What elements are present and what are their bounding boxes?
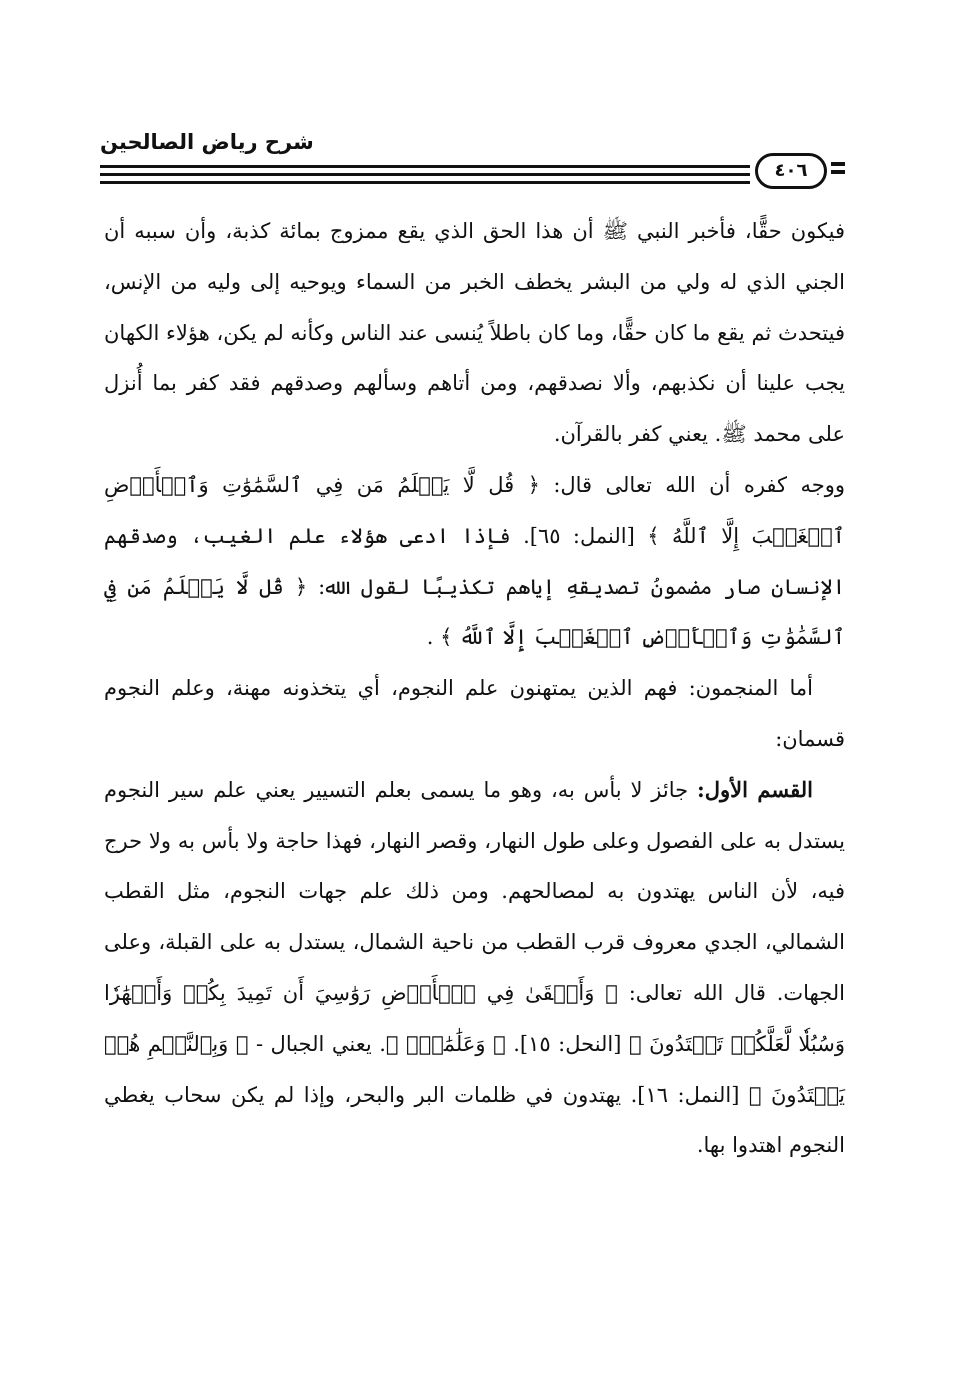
header-rule bbox=[100, 181, 750, 184]
header-rule bbox=[100, 173, 750, 176]
paragraph-lead: القسم الأول: bbox=[696, 776, 813, 802]
body-text bbox=[104, 206, 845, 1171]
paragraph-text: ووجه كفره أن الله تعالى قال: ﴿ قُل لَّا يَعۡلَمُ مَن فِي ٱلسَّمَٰوَٰتِ وَٱلۡأَرۡضِ ٱلۡغَيۡبَ إِلَّا ٱللَّهُ ﴾ [النمل: ٦٥]. فإذا ادعى هؤلاء علم الغيب، وصدقهم الإنسان صار مضمونُ تصديقهِ إياهم تكذيبًا لقول الله: ﴿ قُل لَّا يَعۡلَمُ مَن فِي ٱلسَّمَٰوَٰتِ وَٱلۡأَرۡضِ ٱلۡغَيۡبَ إِلَّا ٱللَّهُ ﴾ . bbox=[104, 472, 845, 650]
page-header bbox=[100, 120, 845, 200]
page-number: ٤٠٦ bbox=[755, 153, 827, 189]
header-ornament bbox=[831, 160, 845, 176]
paragraph bbox=[104, 765, 845, 1171]
paragraph bbox=[104, 663, 845, 765]
paragraph-text: فيكون حقًّا، فأخبر النبي ﷺ أن هذا الحق الذي يقع ممزوج بمائة كذبة، وأن سببه أن الجني الذي له ولي من البشر يخطف الخبر من السماء ويوحيه إلى وليه من الإنس، فيتحدث ثم يقع ما كان حقًّا، وما كان باطلاً يُنسى عند الناس وكأنه لم يكن، هؤلاء الكهان يجب علينا أن نكذبهم، وألا نصدقهم، ومن أتاهم وسألهم وصدقهم فقد كفر بما أُنزل على محمد ﷺ. يعني كفر بالقرآن. bbox=[104, 219, 845, 447]
paragraph-text: أما المنجمون: فهم الذين يمتهنون علم النجوم، أي يتخذونه مهنة، وعلم النجوم قسمان: bbox=[104, 676, 845, 751]
paragraph bbox=[104, 206, 845, 460]
paragraph bbox=[104, 460, 845, 663]
header-rule bbox=[100, 165, 750, 168]
paragraph-text: جائز لا بأس به، وهو ما يسمى بعلم التسيير يعني علم سير النجوم يستدل به على الفصول وعلى طول النهار، وقصر النهار، فهذا حاجة ولا بأس به ولا حرج فيه، لأن الناس يهتدون به لمصالحهم. ومن ذلك علم جهات النجوم، مثل القطب الشمالي، الجدي معروف قرب القطب من ناحية الشمال، يستدل به على القبلة، وعلى الجهات. قال الله تعالى: ﴿ وَأَلۡقَىٰ فِي ٱلۡأَرۡضِ رَوَٰسِيَ أَن تَمِيدَ بِكُمۡ وَأَنۡهَٰرٗا وَسُبُلٗا لَّعَلَّكُمۡ تَهۡتَدُونَ ﴾ [النحل: ١٥]. ﴿ وَعَلَٰمَٰتٖۚ ﴾. يعني الجبال - ﴿ وَبِٱلنَّجۡمِ هُمۡ يَهۡتَدُونَ ﴾ [النمل: ١٦]. يهتدون في ظلمات البر والبحر، وإذا لم يكن سحاب يغطي النجوم اهتدوا بها. bbox=[104, 777, 845, 1158]
book-title: شرح رياض الصالحين bbox=[100, 130, 314, 154]
